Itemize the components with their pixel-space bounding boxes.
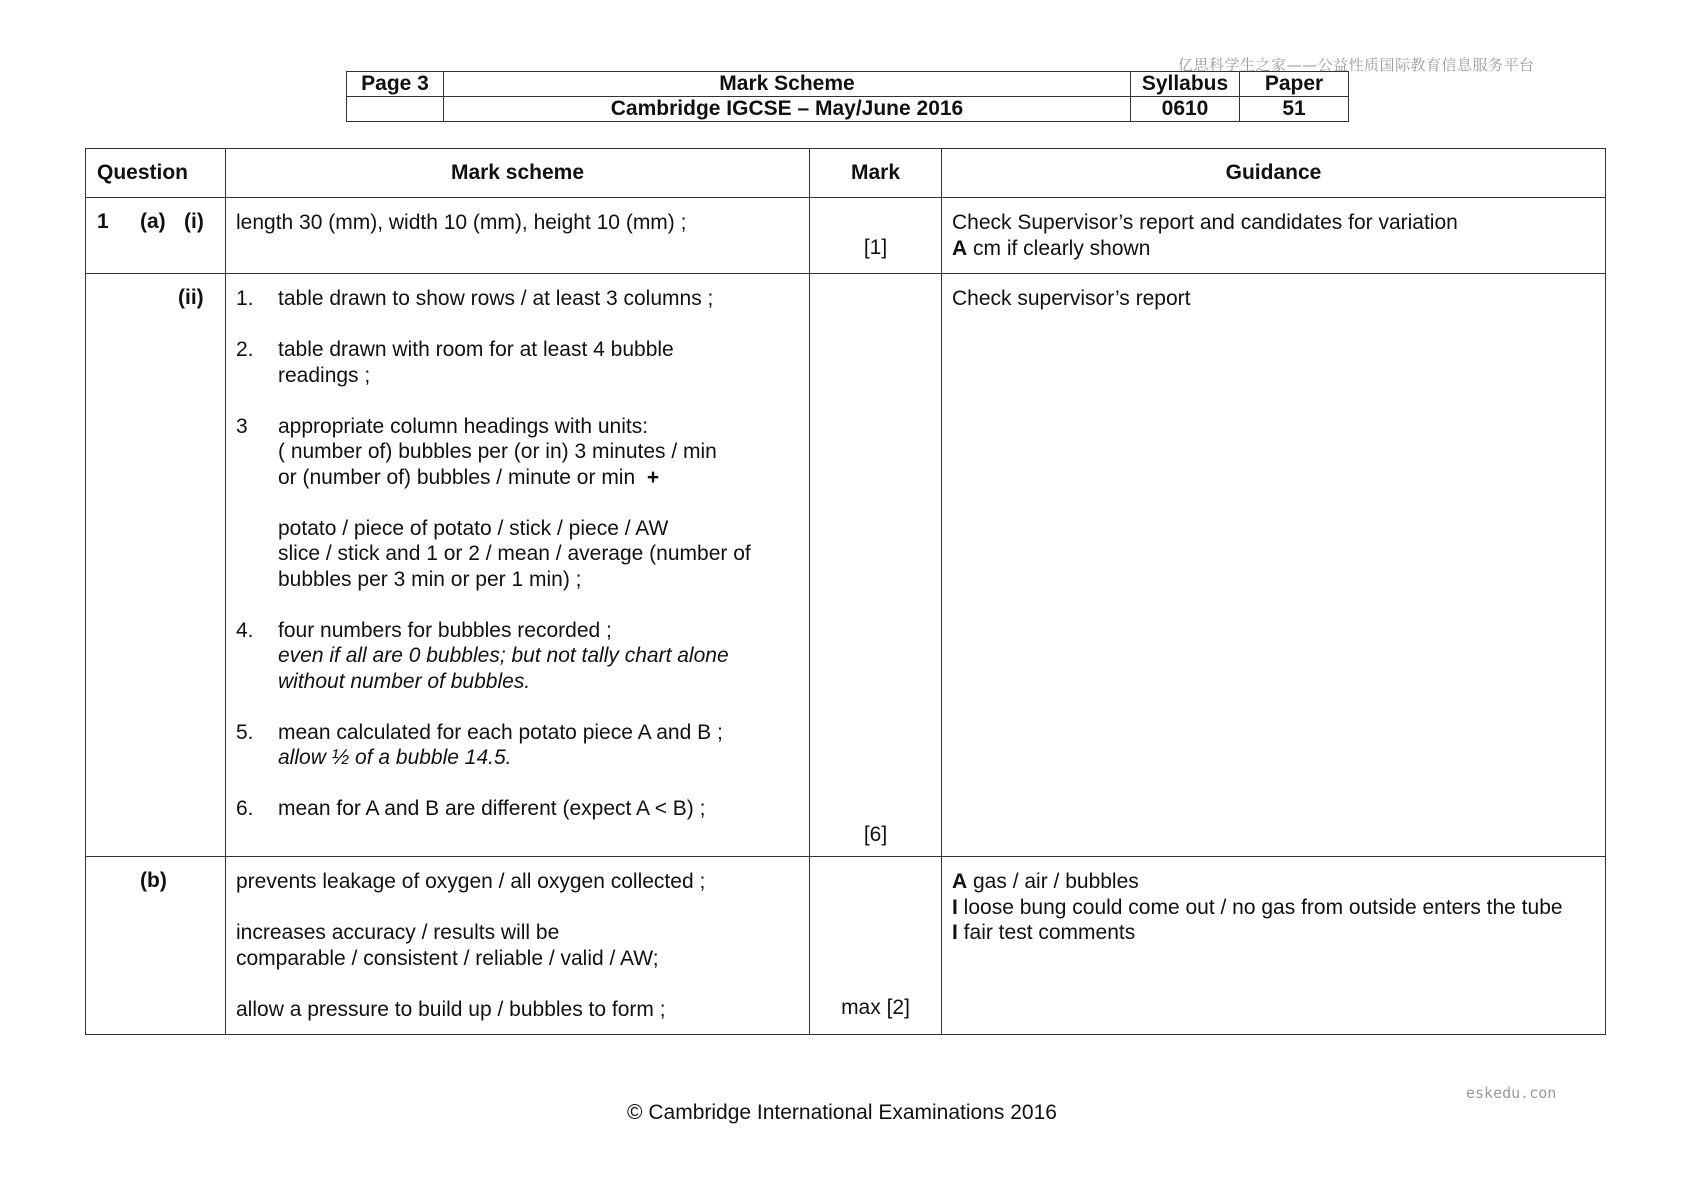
table-row <box>86 274 1606 857</box>
column-header-mark-scheme: Mark scheme <box>226 149 810 198</box>
mark-cell <box>810 274 942 857</box>
table-header-row <box>86 149 1606 198</box>
plus-sign: + <box>646 465 660 489</box>
list-item: 3 appropriate column headings with units: <box>236 414 649 438</box>
question-cell <box>86 857 226 1035</box>
question-number: 1 <box>97 210 109 233</box>
column-header-guidance: Guidance <box>942 149 1606 198</box>
scheme-text: length 30 (mm), width 10 (mm), height 10 (mm) ; <box>236 211 687 234</box>
mark-cell <box>810 198 942 274</box>
page-number: Page 3 <box>347 72 444 97</box>
ignore-marker: I <box>952 921 958 944</box>
guidance-text: cm if clearly shown <box>967 236 1151 260</box>
header-table <box>346 71 1349 122</box>
list-item: 1. table drawn to show rows / at least 3 columns ; <box>236 287 714 310</box>
question-cell <box>86 198 226 274</box>
ignore-marker: I <box>952 895 958 919</box>
list-item: 6. mean for A and B are different (expect A < B) ; <box>236 797 706 820</box>
syllabus-label: Syllabus <box>1131 72 1240 97</box>
guidance-text: Check Supervisor’s report and candidates for variation <box>952 211 1458 234</box>
list-item: 4. four numbers for bubbles recorded ; <box>236 618 612 642</box>
mark-value: [1] <box>863 236 888 259</box>
mark-scheme-table <box>85 148 1606 1035</box>
paper-number: 51 <box>1240 97 1349 122</box>
column-header-question: Question <box>86 149 226 198</box>
mark-scheme-cell: prevents leakage of oxygen / all oxygen collected ; increases accuracy / results will be comparable / consistent / reliable / valid / AW; allow a pressure to build up / bubbles to form ; <box>226 857 810 1035</box>
guidance-text: Check supervisor’s report <box>952 287 1191 310</box>
mark-scheme-cell: 1. table drawn to show rows / at least 3 columns ; 2. table drawn with room for at least 4 bubble readings ; 3 appropriate column headings with units: ( number of) bubbles per (or in) 3 minutes / min or (number of) bubbles / minute or min + potato / piece of potato / stick / piece / AW slice / stick and 1 or 2 / mean / average (number of bubbles per 3 min or per 1 min) ; 4. four numbers for bubbles recorded ; even if all are 0 bubbles; but not tally chart alone without number of bubbles. 5. mean calculated for each potato piece A and B ; allow ½ of a bubble 14.5. 6. mean for A and B are different (expect A < B) ; <box>226 274 810 857</box>
table-row <box>86 857 1606 1035</box>
paper-label: Paper <box>1240 72 1349 97</box>
accept-marker: A <box>952 870 968 893</box>
header-title: Mark Scheme <box>444 72 1131 97</box>
guidance-cell: A gas / air / bubbles I loose bung could come out / no gas from outside enters the tube I fair test comments <box>942 857 1606 1035</box>
question-cell <box>86 274 226 857</box>
copyright-footer: © Cambridge International Examinations 2016 <box>627 1101 1057 1124</box>
list-item: 5. mean calculated for each potato piece A and B ; <box>236 720 723 744</box>
header-blank-cell <box>347 97 444 122</box>
syllabus-code: 0610 <box>1131 97 1240 122</box>
question-subpart: (ii) <box>178 286 204 309</box>
question-subpart: (i) <box>184 210 204 233</box>
guidance-cell <box>942 274 1606 857</box>
accept-marker: A <box>952 236 968 260</box>
column-header-mark: Mark <box>810 149 942 198</box>
mark-scheme-cell <box>226 198 810 274</box>
mark-cell <box>810 857 942 1035</box>
watermark-bottom-text: eskedu.con <box>1466 1084 1557 1102</box>
table-row <box>86 198 1606 274</box>
mark-value: [6] <box>863 823 888 846</box>
list-item: 2. table drawn with room for at least 4 bubble <box>236 338 674 361</box>
guidance-cell <box>942 198 1606 274</box>
exam-name: Cambridge IGCSE – May/June 2016 <box>444 97 1131 122</box>
question-part: (a) <box>140 210 166 233</box>
watermark-top-text: 亿思科学生之家——公益性质国际教育信息服务平台 <box>1178 56 1535 74</box>
question-part: (b) <box>140 869 167 892</box>
mark-value: max [2] <box>841 996 910 1019</box>
